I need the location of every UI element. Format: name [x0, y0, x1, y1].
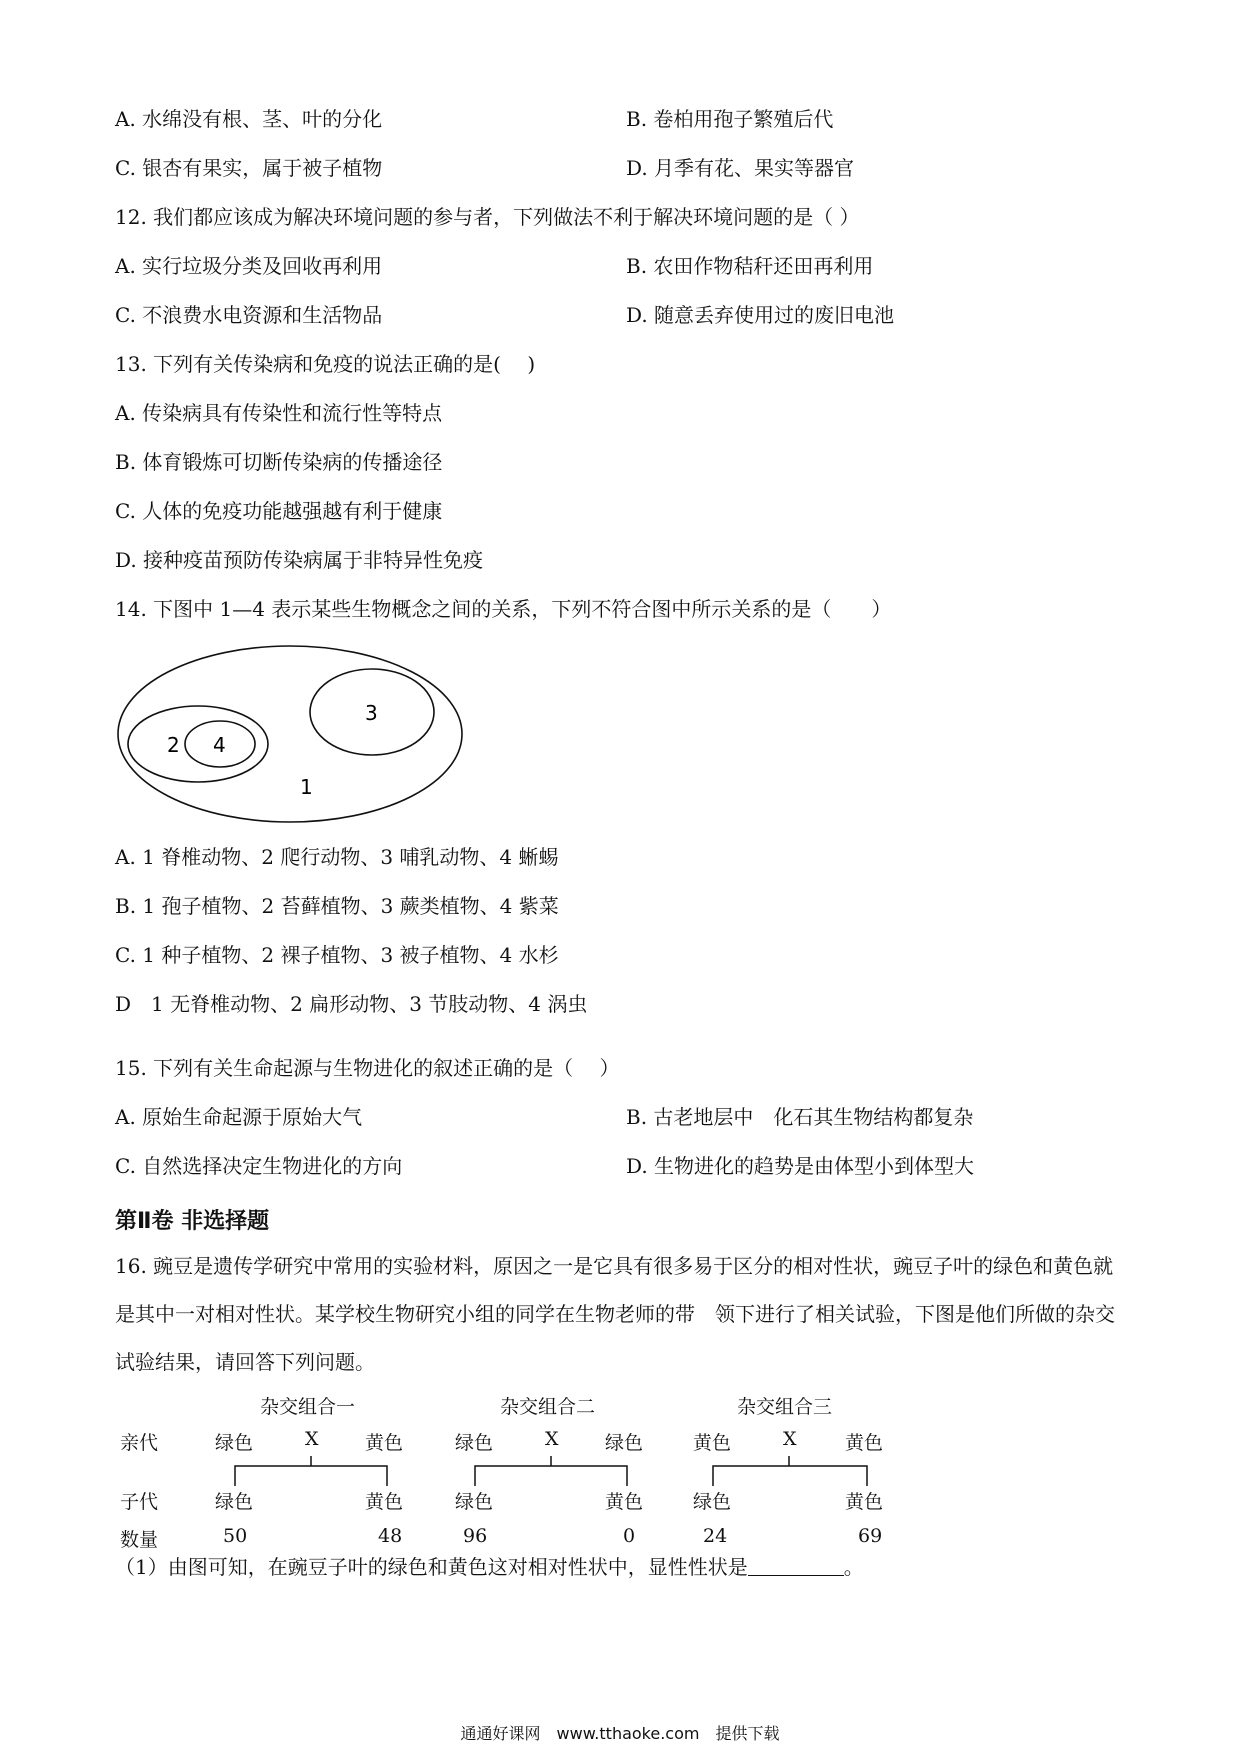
- group3-child1: 绿色: [693, 1491, 732, 1513]
- group1-child1: 绿色: [215, 1491, 254, 1513]
- label-4: 4: [213, 733, 226, 757]
- q12-option-c: C. 不浪费水电资源和生活物品: [115, 303, 383, 327]
- q12-option-a: A. 实行垃圾分类及回收再利用: [115, 254, 383, 278]
- ellipse-2: [128, 706, 268, 782]
- q13-option-a: A. 传染病具有传染性和流行性等特点: [115, 401, 443, 425]
- group1-child2: 黄色: [365, 1491, 404, 1513]
- q12-stem: 12. 我们都应该成为解决环境问题的参与者，下列做法不利于解决环境问题的是（ ）: [115, 205, 860, 229]
- group3-bracket: [713, 1456, 867, 1486]
- group3-parent1: 黄色: [693, 1432, 732, 1454]
- q14-option-b: B. 1 孢子植物、2 苔藓植物、3 蕨类植物、4 紫菜: [115, 894, 559, 918]
- concept-relationship-diagram: [115, 642, 465, 827]
- q15-option-c: C. 自然选择决定生物进化的方向: [115, 1154, 403, 1178]
- group2-count1: 96: [463, 1525, 488, 1547]
- group2-parent1: 绿色: [455, 1432, 494, 1454]
- group1-parent1: 绿色: [215, 1432, 254, 1454]
- group1-count1: 50: [223, 1525, 248, 1547]
- answer-blank[interactable]: [748, 1555, 844, 1576]
- q13-option-b: B. 体育锻炼可切断传染病的传播途径: [115, 450, 443, 474]
- q16-stem: 16. 豌豆是遗传学研究中常用的实验材料，原因之一是它具有很多易于区分的相对性状，豌豆子叶的绿色和黄色就是其中一对相对性状。某学校生物研究小组的同学在生物老师的带 领下进行了相关试验，下图是他们所做的杂交试验结果，请回答下列问题。: [115, 1254, 1115, 1374]
- group3-parent2: 黄色: [845, 1432, 884, 1454]
- q11-option-c: C. 银杏有果实，属于被子植物: [115, 156, 383, 180]
- q16-sub1: [115, 1553, 864, 1581]
- q13-option-c: C. 人体的免疫功能越强越有利于健康: [115, 499, 443, 523]
- q11-option-d: D. 月季有花、果实等器官: [626, 156, 855, 180]
- q13-stem: 13. 下列有关传染病和免疫的说法正确的是( ): [115, 352, 536, 376]
- group3-child2: 黄色: [845, 1491, 884, 1513]
- group3-cross: X: [783, 1428, 797, 1450]
- page-footer: 通通好课网 www.tthaoke.com 提供下载: [460, 1724, 780, 1743]
- row-label-offspring: 子代: [120, 1491, 159, 1513]
- q16-sub1-text: （1）由图可知，在豌豆子叶的绿色和黄色这对相对性状中，显性性状是: [115, 1555, 748, 1579]
- q14-option-d: D 1 无脊椎动物、2 扁形动物、3 节肢动物、4 涡虫: [115, 992, 588, 1016]
- q15-option-a: A. 原始生命起源于原始大气: [115, 1105, 363, 1129]
- group3-title: 杂交组合三: [737, 1396, 833, 1418]
- row-label-parents: 亲代: [120, 1432, 159, 1454]
- label-3: 3: [365, 701, 378, 725]
- row-label-count: 数量: [120, 1529, 159, 1551]
- group2-title: 杂交组合二: [500, 1396, 596, 1418]
- group1-parent2: 黄色: [365, 1432, 404, 1454]
- cross-experiment-figure: [115, 1390, 915, 1550]
- group1-title: 杂交组合一: [260, 1396, 356, 1418]
- q12-option-b: B. 农田作物秸秆还田再利用: [626, 254, 874, 278]
- q15-stem: 15. 下列有关生命起源与生物进化的叙述正确的是（ ）: [115, 1056, 620, 1080]
- q11-option-a: A. 水绵没有根、茎、叶的分化: [115, 107, 383, 131]
- cross-brackets: [115, 1390, 915, 1550]
- q15-option-b: B. 古老地层中 化石其生物结构都复杂: [626, 1105, 974, 1129]
- label-2: 2: [167, 733, 180, 757]
- group1-count2: 48: [378, 1525, 403, 1547]
- q12-option-d: D. 随意丢弃使用过的废旧电池: [626, 303, 895, 327]
- q16-sub1-end: 。: [843, 1555, 864, 1579]
- group3-count1: 24: [703, 1525, 728, 1547]
- group2-count2: 0: [623, 1525, 636, 1547]
- group1-cross: X: [305, 1428, 319, 1450]
- q14-option-a: A. 1 脊椎动物、2 爬行动物、3 哺乳动物、4 蜥蜴: [115, 845, 559, 869]
- group1-bracket: [235, 1456, 387, 1486]
- group2-child1: 绿色: [455, 1491, 494, 1513]
- q15-option-d: D. 生物进化的趋势是由体型小到体型大: [626, 1154, 975, 1178]
- q13-option-d: D. 接种疫苗预防传染病属于非特异性免疫: [115, 548, 484, 572]
- section-title: 第Ⅱ卷 非选择题: [115, 1209, 270, 1234]
- q14-option-c: C. 1 种子植物、2 裸子植物、3 被子植物、4 水杉: [115, 943, 559, 967]
- group3-count2: 69: [858, 1525, 883, 1547]
- q14-stem: 14. 下图中 1—4 表示某些生物概念之间的关系，下列不符合图中所示关系的是（ ）: [115, 597, 892, 621]
- q11-option-b: B. 卷柏用孢子繁殖后代: [626, 107, 834, 131]
- group2-cross: X: [545, 1428, 559, 1450]
- group2-parent2: 绿色: [605, 1432, 644, 1454]
- label-1: 1: [300, 775, 313, 799]
- group2-child2: 黄色: [605, 1491, 644, 1513]
- group2-bracket: [475, 1456, 627, 1486]
